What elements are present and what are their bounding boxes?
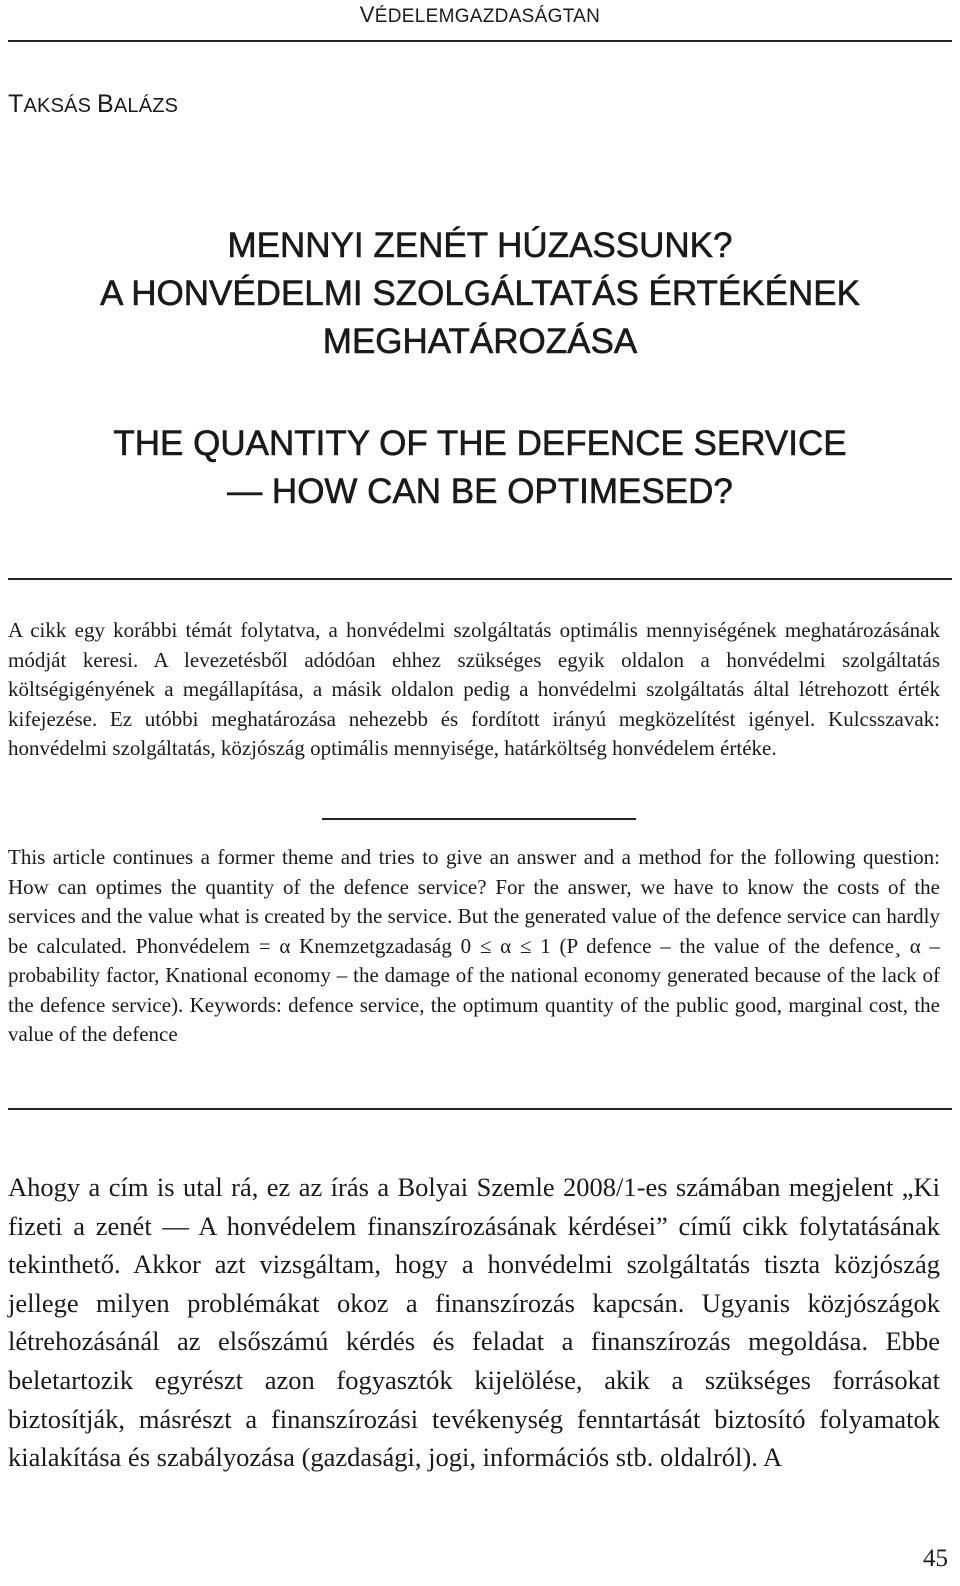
abstract-hungarian: A cikk egy korábbi témát folytatva, a honvédelmi szolgáltatás optimális mennyiségének meghatározásának módját keresi. A levezetésből adódóan ehhez szükséges egyik oldalon a honvédelmi szolgáltatás költségigényének a megállapítása, a másik oldalon pedig a honvédelmi szolgáltatás által létrehozott érték kifejezése. Ez utóbbi meghatározása nehezebb és fordított irányú megközelítést igényel. Kulcsszavak: honvédelmi szolgáltatás, közjószág optimális mennyisége, határköltség honvédelem értéke.	[8, 618, 940, 760]
title-english	[0, 420, 960, 516]
header-divider	[8, 40, 952, 42]
title-hu-line-2: A HONVÉDELMI SZOLGÁLTATÁS ÉRTÉKÉNEK	[100, 274, 860, 313]
running-head-text: ÉDELEMGAZDASÁGTAN	[374, 6, 601, 27]
title-hu-line-1: MENNYI ZENÉT HÚZASSUNK?	[227, 226, 733, 265]
author-first-rest: AKSÁS	[23, 95, 97, 117]
title-hungarian	[0, 222, 960, 366]
abstract-top-divider	[8, 578, 952, 580]
running-head	[0, 2, 960, 28]
title-hu-line-3: MEGHATÁROZÁSA	[322, 322, 638, 361]
author-last-initial: B	[96, 90, 114, 118]
author-first-initial: T	[8, 90, 24, 118]
author-last-rest: ALÁZS	[113, 95, 179, 117]
title-en-line-2: — HOW CAN BE OPTIMESED?	[227, 472, 733, 511]
title-en-line-1: THE QUANTITY OF THE DEFENCE SERVICE	[113, 424, 847, 463]
page-number: 45	[923, 1545, 948, 1572]
running-head-initial: V	[359, 2, 375, 27]
abstract-bottom-divider	[8, 1108, 952, 1110]
abstract-english: This article continues a former theme and tries to give an answer and a method for the following question: How can optimes the quantity of the defence service? For the answer, we have to know the costs of the services and the value what is created by the service. But the generated value of the defence service can hardly be calculated. Phonvédelem = α Knemzetgzadaság 0 ≤ α ≤ 1 (P defence – the value of the defence¸ α – probability factor, Knational economy – the damage of the national economy generated because of the lack of the defence service). Keywords: defence service, the optimum quantity of the public good, marginal cost, the value of the defence	[8, 845, 940, 1046]
author-name	[8, 90, 178, 119]
abstract-separator	[322, 818, 636, 820]
body-paragraph: Ahogy a cím is utal rá, ez az írás a Bolyai Szemle 2008/1-es számában megjelent „Ki fizeti a zenét — A honvédelem finanszírozásának kérdései” című cikk folytatásának tekinthető. Akkor azt vizsgáltam, hogy a honvédelmi szolgáltatás tiszta közjószág jellege milyen problémákat okoz a finanszírozás kapcsán. Ugyanis közjószágok létrehozásánál az elsőszámú kérdés és feladat a finanszírozás megoldása. Ebbe beletartozik egyrészt azon fogyasztók kijelölése, akik a szükséges forrásokat biztosítják, másrészt a finanszírozási tevékenység fenntartását biztosító folyamatok kialakítása és szabályozása (gazdasági, jogi, információs stb. oldalról). A	[8, 1172, 940, 1473]
